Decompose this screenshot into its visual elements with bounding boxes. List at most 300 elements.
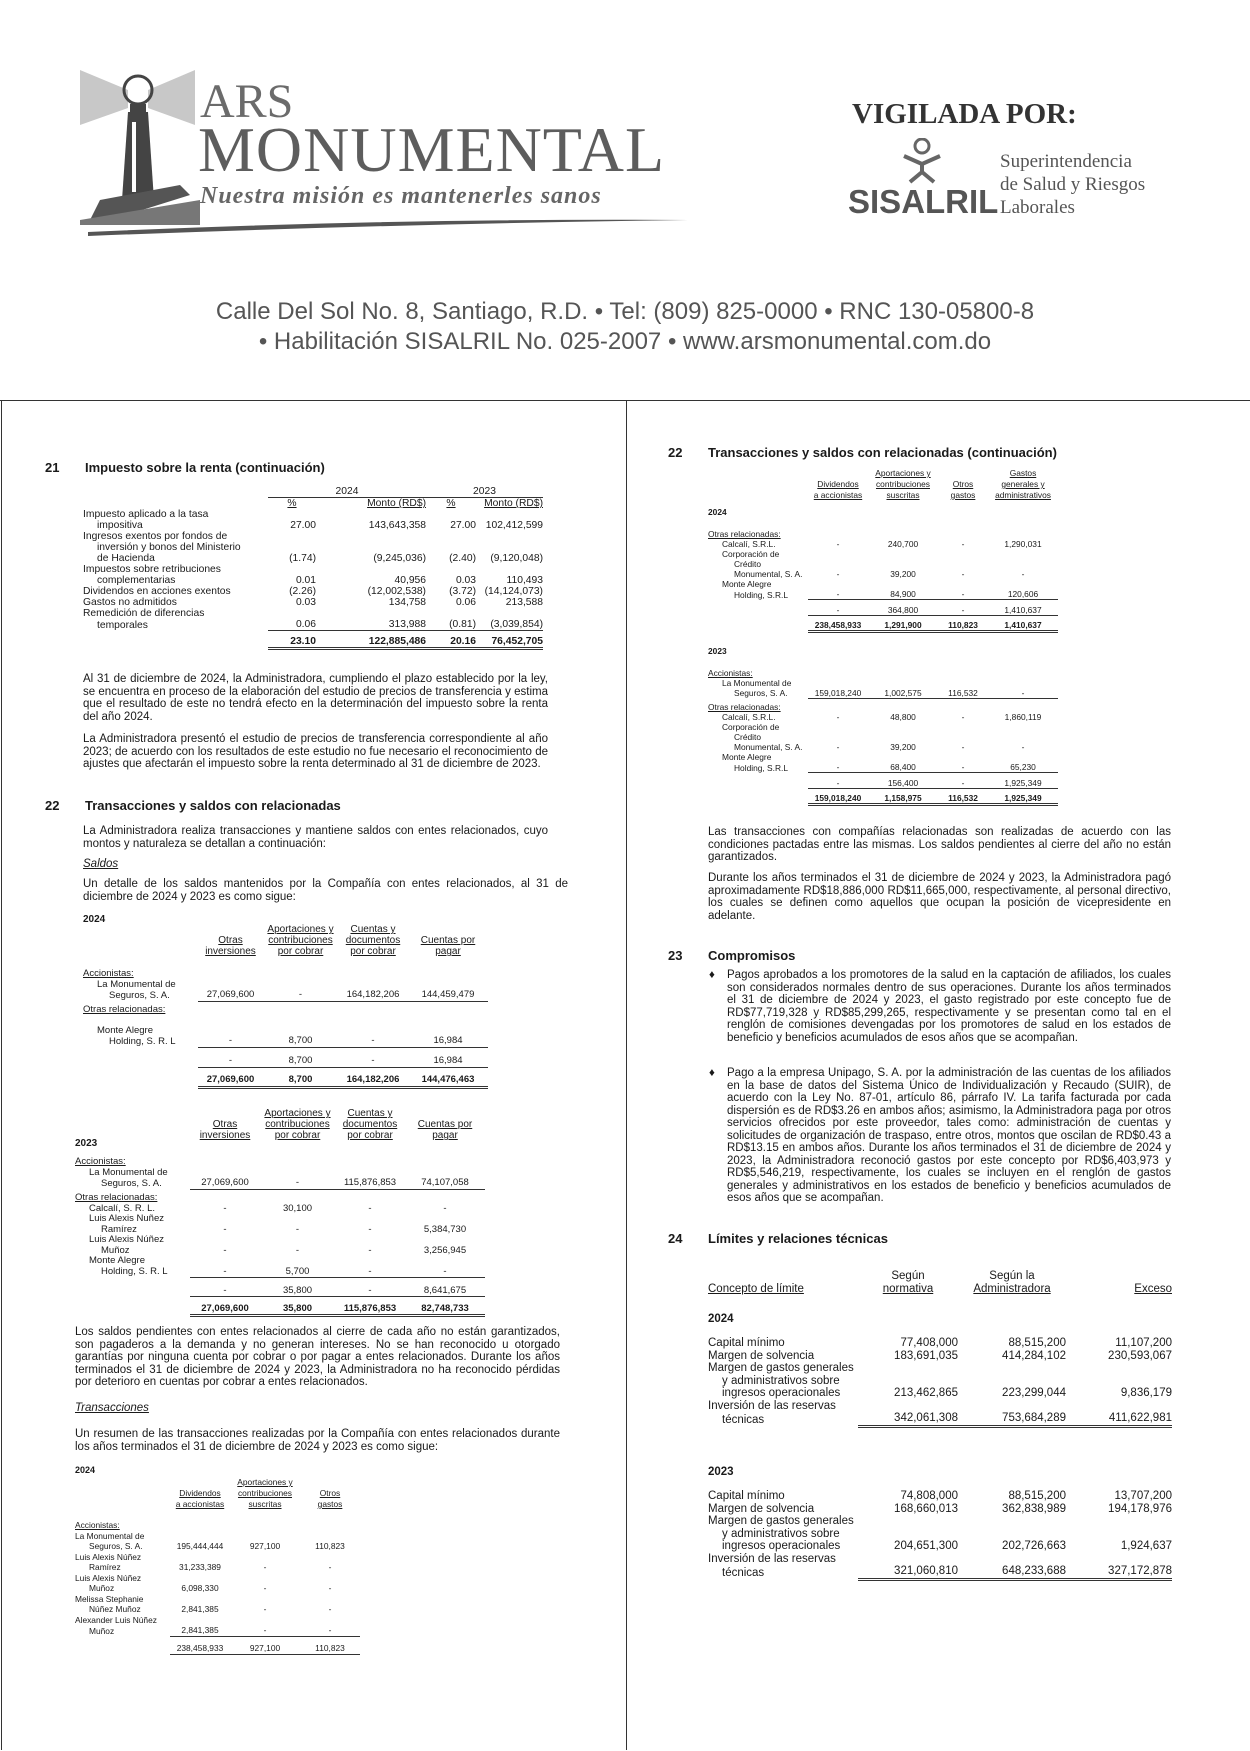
- table-cell: Accionistas:: [75, 1520, 120, 1530]
- table-cell: (1.74): [289, 553, 316, 564]
- table-cell: La Monumental de: [75, 1530, 145, 1541]
- paragraph: Un detalle de los saldos mantenidos por la Compañía con entes relacionados, al 31 de diciembre de 2024 y 2023 es como sigue:: [83, 878, 568, 903]
- table-cell: -: [836, 742, 840, 752]
- table-cell: -: [198, 1036, 263, 1047]
- table-row: [83, 575, 543, 586]
- table-cell: 164,182,206: [338, 990, 408, 1001]
- table-cell: 30,100: [282, 1202, 313, 1214]
- table-cell: Margen de gastos generales: [708, 1362, 854, 1374]
- table-cell: 40,956: [394, 575, 426, 586]
- table-cell: Monte Alegre: [89, 1255, 145, 1266]
- table-row: [708, 549, 1058, 559]
- table-cell: 144,459,479: [408, 990, 488, 1001]
- year-header: 2024: [268, 486, 426, 498]
- table-row: [75, 1594, 360, 1605]
- table-cell: por cobrar: [277, 946, 324, 957]
- table-cell: 27.00: [450, 520, 476, 531]
- table-subtotal-row: [83, 1047, 488, 1067]
- technical-limits-table: [708, 1270, 1172, 1581]
- table-cell: gastos: [317, 1499, 343, 1509]
- table-cell: Accionistas:: [708, 667, 753, 678]
- table-cell: 223,299,044: [1002, 1387, 1066, 1399]
- section-title: Transacciones y saldos con relacionadas (continuación): [708, 445, 1057, 460]
- paragraph: Las transacciones con compañías relacionadas son realizadas de acuerdo con las condiciones pactadas entre las mismas. Los saldos pendientes al cierre del año no están garantizados.: [708, 826, 1171, 863]
- table-subtotal-row: [75, 1278, 485, 1297]
- table-cell: Otras relacionadas:: [83, 1004, 166, 1015]
- table-cell: a accionistas: [813, 490, 863, 500]
- table-cell: administrativos: [995, 490, 1051, 500]
- table-cell: Según la: [989, 1270, 1035, 1282]
- table-cell: Otros: [952, 479, 974, 489]
- section-number: 23: [668, 948, 683, 963]
- year-label: 2024: [83, 914, 106, 925]
- table-cell: Aportaciones y: [237, 1477, 293, 1487]
- table-cell: contribuciones: [875, 479, 930, 489]
- table-row: [75, 1625, 360, 1636]
- table-cell: -: [808, 600, 868, 616]
- table-row: [83, 542, 543, 553]
- table-cell: pagar: [432, 1130, 458, 1141]
- table-cell: -: [190, 1278, 260, 1297]
- year-label: 2024: [75, 1465, 96, 1475]
- table-cell: Aportaciones y: [264, 1108, 331, 1119]
- table-cell: -: [263, 990, 338, 1001]
- col-header: %: [287, 498, 297, 509]
- list-item: [709, 1067, 1171, 1205]
- sisalril-logo: SISALRIL: [848, 183, 999, 220]
- table-cell: Corporación de: [722, 549, 780, 559]
- brand-tagline: Nuestra misión es mantenerles sanos: [200, 183, 602, 209]
- table-cell: 2023: [708, 1465, 734, 1478]
- table-row: [75, 1615, 360, 1626]
- table-cell: (9,245,036): [373, 553, 426, 564]
- table-row: [708, 1515, 1172, 1528]
- table-cell: 76,452,705: [476, 631, 543, 649]
- address-block: [0, 297, 1250, 357]
- table-cell: Cuentas y: [347, 1108, 393, 1119]
- table-cell: y administrativos sobre: [722, 1374, 840, 1387]
- table-cell: (12,002,538): [367, 586, 426, 597]
- table-cell: -: [263, 1604, 267, 1614]
- table-row: [708, 1350, 1172, 1363]
- table-cell: 1,924,637: [1120, 1540, 1172, 1552]
- address-line-2: • Habilitación SISALRIL No. 025-2007 • www.arsmonumental.com.do: [258, 328, 992, 355]
- table-row: [708, 742, 1058, 752]
- table-cell: Dividendos: [817, 479, 859, 489]
- table-cell: Ramírez: [89, 1562, 121, 1572]
- table-cell: 77,408,000: [900, 1337, 958, 1349]
- table-cell: Cuentas por: [417, 1119, 473, 1130]
- table-cell: 110,493: [506, 575, 543, 586]
- table-row: [708, 732, 1058, 742]
- table-row: [708, 1412, 1172, 1426]
- table-cell: 321,060,810: [858, 1565, 958, 1579]
- address-line-1: Calle Del Sol No. 8, Santiago, R.D. • Tel: (809) 825-0000 • RNC 130-05800-8: [215, 298, 1035, 325]
- table-cell: Monumental, S. A.: [734, 569, 803, 579]
- table-cell: suscritas: [886, 490, 920, 500]
- table-cell: 342,061,308: [858, 1412, 958, 1426]
- table-cell: Otros: [319, 1488, 341, 1498]
- table-cell: documentos: [342, 1119, 398, 1130]
- table-cell: Holding, S.R.L: [734, 762, 788, 773]
- table-cell: (14,124,073): [484, 586, 543, 597]
- table-cell: Según: [891, 1270, 925, 1282]
- table-cell: Cuentas por: [420, 935, 476, 946]
- table-cell: 927,100: [249, 1541, 281, 1551]
- table-cell: -: [190, 1267, 260, 1278]
- swoosh-decoration: [88, 218, 688, 238]
- balances-2024-table: [83, 924, 488, 1089]
- table-cell: -: [328, 1562, 332, 1572]
- table-cell: 84,900: [868, 589, 938, 600]
- subheading-saldos: Saldos: [83, 858, 119, 870]
- col-header: %: [446, 498, 456, 509]
- table-cell: 16,984: [408, 1036, 488, 1047]
- table-cell: impositiva: [97, 520, 143, 531]
- table-cell: 183,691,035: [894, 1349, 958, 1362]
- table-cell: -: [808, 762, 868, 773]
- table-cell: 27,069,600: [198, 1067, 263, 1087]
- table-cell: -: [368, 1223, 372, 1235]
- table-cell: Capital mínimo: [708, 1490, 785, 1502]
- table-cell: y administrativos sobre: [722, 1527, 840, 1540]
- table-row: [83, 553, 543, 564]
- table-cell: Melissa Stephanie: [75, 1593, 144, 1604]
- table-cell: 65,230: [988, 762, 1058, 773]
- table-cell: 213,462,865: [894, 1387, 958, 1399]
- table-cell: 2,841,385: [181, 1604, 219, 1614]
- section-number: 24: [668, 1231, 683, 1246]
- table-cell: La Monumental de: [97, 978, 176, 990]
- paragraph: La Administradora realiza transacciones y mantiene saldos con entes relacionados, cuyo montos y naturaleza se detallan a continuación:: [83, 825, 548, 850]
- table-row: [708, 569, 1058, 579]
- table-cell: 110,823: [315, 1541, 345, 1551]
- table-cell: 1,410,637: [988, 616, 1058, 632]
- table-cell: Calcalí, S. R. L.: [89, 1202, 155, 1214]
- table-cell: 1,290,031: [1004, 539, 1042, 549]
- table-cell: contribuciones: [237, 1488, 292, 1498]
- table-row: [83, 509, 543, 520]
- table-cell: -: [295, 1244, 300, 1256]
- table-cell: 134,758: [388, 597, 426, 608]
- table-cell: Inversión de las reservas: [708, 1552, 836, 1565]
- table-cell: Calcalí, S.R.L.: [722, 712, 776, 722]
- table-cell: (3.72): [449, 586, 476, 597]
- table-cell: -: [1021, 742, 1025, 752]
- table-cell: 39,200: [890, 742, 916, 752]
- table-cell: Impuesto aplicado a la tasa: [83, 509, 209, 520]
- table-cell: 0.06: [455, 597, 476, 608]
- table-row: [708, 1528, 1172, 1541]
- table-cell: 5,384,730: [423, 1223, 467, 1235]
- table-cell: Monumental, S. A.: [734, 742, 803, 752]
- table-cell: Luis Alexis Nuñez: [89, 1213, 164, 1224]
- table-cell: 35,800: [260, 1297, 335, 1316]
- table-cell: 27,069,600: [198, 990, 263, 1001]
- table-row: [708, 1503, 1172, 1516]
- table-cell: 927,100: [230, 1636, 300, 1654]
- table-cell: -: [223, 1244, 227, 1256]
- table-cell: -: [836, 569, 840, 579]
- table-cell: inversión y bonos del Ministerio: [97, 542, 241, 553]
- lighthouse-logo-icon: [80, 60, 200, 225]
- table-row: [83, 619, 543, 631]
- table-cell: 23.10: [268, 631, 316, 649]
- table-row: [708, 1337, 1172, 1350]
- table-cell: -: [1021, 569, 1025, 579]
- table-cell: técnicas: [722, 1413, 765, 1426]
- table-row: [83, 1036, 488, 1047]
- table-cell: 414,284,102: [1002, 1349, 1066, 1362]
- table-cell: -: [338, 1036, 408, 1047]
- table-cell: 48,800: [890, 712, 916, 722]
- table-cell: Crédito: [734, 732, 761, 742]
- table-total-row: [75, 1636, 360, 1654]
- table-cell: generales y: [1001, 479, 1045, 489]
- table-cell: -: [300, 1625, 360, 1636]
- table-cell: -: [295, 1223, 300, 1235]
- table-cell: Margen de gastos generales: [708, 1515, 854, 1527]
- table-cell: -: [405, 1267, 485, 1278]
- table-cell: -: [938, 589, 988, 600]
- table-cell: inversiones: [199, 1130, 251, 1141]
- table-cell: 0.03: [455, 575, 476, 586]
- table-cell: 753,684,289: [958, 1412, 1066, 1426]
- paragraph: Un resumen de las transacciones realizadas por la Compañía con entes relacionados durante los años terminados el 31 de diciembre de 2024 y 2023 es como sigue:: [75, 1428, 560, 1453]
- table-cell: por cobrar: [274, 1130, 321, 1141]
- table-cell: -: [368, 1202, 372, 1214]
- table-cell: 230,593,067: [1108, 1349, 1172, 1362]
- table-cell: 0.03: [295, 597, 316, 608]
- table-row: [708, 579, 1058, 589]
- table-cell: 1,925,349: [988, 773, 1058, 789]
- table-cell: Administradora: [973, 1282, 1051, 1295]
- table-cell: -: [836, 539, 840, 549]
- table-cell: Impuestos sobre retribuciones: [83, 564, 221, 575]
- table-row: [75, 1214, 485, 1225]
- table-row: [708, 559, 1058, 569]
- table-cell: suscritas: [248, 1499, 282, 1509]
- table-row: [75, 1178, 485, 1189]
- table-row: [708, 722, 1058, 732]
- table-cell: 2023: [708, 645, 727, 656]
- table-cell: 8,641,675: [405, 1278, 485, 1297]
- table-row: [83, 597, 543, 608]
- table-cell: (2.26): [289, 586, 316, 597]
- table-cell: 313,988: [316, 619, 426, 631]
- table-cell: Otras: [212, 1119, 238, 1130]
- list-item-text: Pago a la empresa Unipago, S. A. por la administración de las cuentas de los afiliados en la base de datos del Sistema Único de Individualización y Recaudo (SUIR), de acuerdo con la Ley No. 87-01, artículo 86, párrafo IV. La tarifa facturada por cada dispersión es de RD$3.26 en ambos años; asimismo, la Administradora paga por otros servicios ofrecidos por este proveedor, tales como: administración de cuentas y solicitudes de organización de traspaso, entre otros, montos que oscilan de RD$0.43 a RD$13.15 en ambos años. Durante los años terminados el 31 de diciembre de 2024 y 2023, la Administradora reconoció gastos por este concepto por RD$6,403,973 y RD$5,546,219, respectivamente, los cuales se incluyen en el renglón de gastos generales y administrativos en los estados de beneficio y beneficios acumulados de esos años que se acompañan.: [727, 1067, 1171, 1204]
- table-cell: de Hacienda: [97, 553, 155, 564]
- paragraph: Al 31 de diciembre de 2024, la Administradora, cumpliendo el plazo establecido por la ley, se encuentra en proceso de la elaboración del estudio de precios de transferencia y estima que el resultado de este no tendrá efecto en la determinación del impuesto sobre la renta del año 2024.: [83, 673, 548, 723]
- table-cell: a accionistas: [175, 1499, 225, 1509]
- table-cell: 3,256,945: [423, 1244, 467, 1256]
- table-cell: Ramírez: [101, 1223, 137, 1235]
- table-cell: -: [263, 1562, 267, 1572]
- table-cell: Remedición de diferencias: [83, 608, 205, 619]
- table-cell: -: [836, 712, 840, 722]
- table-cell: -: [938, 773, 988, 789]
- letterhead: [0, 0, 1250, 400]
- table-cell: 116,532: [938, 688, 988, 699]
- table-row: [708, 589, 1058, 600]
- table-cell: Holding, S.R.L: [734, 589, 788, 600]
- table-cell: contribuciones: [265, 1119, 330, 1130]
- col-header: Monto (RD$): [484, 498, 543, 509]
- table-cell: 1,291,900: [868, 616, 938, 632]
- table-cell: (2.40): [449, 553, 476, 564]
- table-cell: -: [338, 1047, 408, 1067]
- table-cell: 156,400: [868, 773, 938, 789]
- regulator-desc-line: Superintendencia: [1000, 151, 1132, 172]
- table-cell: Núñez Muñoz: [89, 1604, 141, 1614]
- table-cell: -: [961, 742, 965, 752]
- section-title: Compromisos: [708, 948, 796, 963]
- vigilada-title: VIGILADA POR:: [852, 98, 1077, 130]
- table-row: [75, 1267, 485, 1278]
- table-cell: -: [198, 1047, 263, 1067]
- table-subtotal-row: [708, 773, 1058, 789]
- table-cell: 9,836,179: [1120, 1387, 1172, 1399]
- table-cell: 164,182,206: [338, 1067, 408, 1087]
- table-cell: 88,515,200: [1008, 1337, 1066, 1349]
- paragraph: Los saldos pendientes con entes relacionados al cierre de cada año no están garantizados, son pagaderos a la demanda y no generan intereses. No se han reconocido u otorgado garantías por ninguna cuenta por cobrar o por pagar a entes relacionados. Durante los años terminados el 31 de diciembre de 2024 y 2023, la Administradora no ha reconocido pérdidas por deterioro en cuentas por cobrar a entes relacionados.: [75, 1326, 560, 1388]
- table-cell: 159,018,240: [808, 688, 868, 699]
- table-row: [83, 990, 488, 1001]
- table-cell: -: [961, 712, 965, 722]
- table-row: [708, 1375, 1172, 1388]
- table-cell: 159,018,240: [808, 789, 868, 805]
- table-cell: Otras relacionadas:: [75, 1192, 158, 1203]
- table-row: [708, 1565, 1172, 1579]
- table-cell: 327,172,878: [1066, 1565, 1172, 1579]
- table-cell: 74,808,000: [900, 1490, 958, 1502]
- table-cell: Luis Alexis Núñez: [75, 1551, 142, 1562]
- section-title: Transacciones y saldos con relacionadas: [85, 798, 341, 813]
- table-cell: normativa: [882, 1282, 934, 1295]
- table-cell: 20.16: [426, 631, 476, 649]
- table-cell: 110,823: [938, 616, 988, 632]
- table-row: [708, 688, 1058, 699]
- list-item-text: Pagos aprobados a los promotores de la salud en la captación de afiliados, los cuales son considerados normales dentro de sus operaciones. Durante los años terminados el 31 de diciembre de 2024 y 2023, el gasto registrado por este concepto fue de RD$77,719,328 y RD$85,299,265, respectivamente y se presentan como tal en el renglón de comisiones devengadas por los promotores de salud en los estados de beneficio y beneficios acumulados de esos años que se acompañan.: [727, 969, 1171, 1044]
- table-cell: Inversión de las reservas: [708, 1399, 836, 1412]
- table-cell: 68,400: [868, 762, 938, 773]
- table-cell: 195,444,444: [176, 1541, 224, 1551]
- table-cell: 88,515,200: [1008, 1490, 1066, 1502]
- table-cell: 115,876,853: [335, 1297, 405, 1316]
- brand-ars: ARS: [200, 75, 294, 128]
- table-cell: Muñoz: [89, 1625, 115, 1636]
- table-cell: Monte Alegre: [97, 1024, 153, 1036]
- table-row: [708, 1387, 1172, 1400]
- table-cell: 204,651,300: [894, 1540, 958, 1552]
- table-cell: 82,748,733: [405, 1297, 485, 1316]
- table-cell: ingresos operacionales: [722, 1540, 841, 1552]
- table-row: [708, 539, 1058, 549]
- table-cell: 168,660,013: [894, 1502, 958, 1515]
- table-total-row: [75, 1297, 485, 1316]
- table-cell: Holding, S. R. L: [109, 1035, 176, 1047]
- table-cell: Margen de solvencia: [708, 1349, 815, 1362]
- section-number: 22: [668, 445, 683, 460]
- table-row: [83, 586, 543, 597]
- table-row: [83, 520, 543, 531]
- table-cell: 120,606: [988, 589, 1058, 600]
- table-cell: -: [328, 1583, 332, 1593]
- table-cell: Gastos no admitidos: [83, 597, 177, 608]
- diamond-bullet-icon: ♦: [709, 969, 715, 981]
- table-cell: gastos: [950, 490, 976, 500]
- table-cell: técnicas: [722, 1566, 765, 1579]
- table-cell: Capital mínimo: [708, 1337, 785, 1349]
- balances-2023-table: [75, 1108, 485, 1317]
- table-cell: 364,800: [868, 600, 938, 616]
- table-cell: -: [808, 773, 868, 789]
- table-cell: Calcalí, S.R.L.: [722, 539, 776, 549]
- brand-monumental: MONUMENTAL: [198, 114, 666, 185]
- table-cell: Monte Alegre: [722, 752, 772, 762]
- table-cell: 115,876,853: [335, 1178, 405, 1189]
- table-total-row: [708, 789, 1058, 805]
- table-cell: 0.06: [268, 619, 316, 631]
- table-cell: 8,700: [263, 1047, 338, 1067]
- table-cell: Accionistas:: [83, 968, 134, 979]
- table-cell: 110,823: [300, 1636, 360, 1654]
- table-cell: -: [263, 1583, 267, 1593]
- table-total-row: [83, 1067, 488, 1087]
- table-cell: -: [230, 1625, 300, 1636]
- table-row: [75, 1531, 360, 1542]
- table-cell: 16,984: [408, 1047, 488, 1067]
- table-cell: 35,800: [260, 1278, 335, 1297]
- table-cell: Corporación de: [722, 722, 780, 732]
- table-cell: 27,069,600: [190, 1297, 260, 1316]
- table-cell: -: [335, 1267, 405, 1278]
- table-row: [708, 1400, 1172, 1413]
- table-cell: Monte Alegre: [722, 579, 772, 589]
- table-cell: 13,707,200: [1114, 1490, 1172, 1502]
- list-item: [709, 969, 1171, 1044]
- section-number: 21: [45, 460, 60, 475]
- table-cell: -: [328, 1604, 332, 1614]
- table-row: [75, 1235, 485, 1246]
- table-cell: por cobrar: [347, 1130, 393, 1141]
- table-cell: Seguros, S. A.: [101, 1177, 162, 1189]
- column-divider: [626, 400, 627, 1750]
- table-cell: contribuciones: [268, 935, 333, 946]
- table-cell: 27,069,600: [190, 1178, 260, 1189]
- table-cell: 39,200: [890, 569, 916, 579]
- table-cell: pagar: [435, 946, 461, 957]
- table-cell: -: [938, 600, 988, 616]
- table-cell: -: [368, 1244, 372, 1256]
- table-total-row: [83, 631, 543, 649]
- table-row: [75, 1562, 360, 1573]
- table-row: [83, 608, 543, 619]
- table-cell: 1,925,349: [988, 789, 1058, 805]
- table-cell: 1,860,119: [1004, 712, 1042, 722]
- transactions-cont-table: [708, 468, 1058, 806]
- table-cell: 194,178,976: [1108, 1502, 1172, 1515]
- table-cell: Cuentas y: [350, 924, 396, 935]
- table-cell: -: [335, 1278, 405, 1297]
- table-cell: 1,158,975: [868, 789, 938, 805]
- table-cell: -: [223, 1202, 227, 1214]
- table-cell: Concepto de límite: [708, 1282, 804, 1295]
- table-cell: Luis Alexis Núñez: [89, 1234, 164, 1245]
- table-cell: Holding, S. R. L: [101, 1266, 168, 1277]
- table-cell: (3,039,854): [476, 619, 543, 631]
